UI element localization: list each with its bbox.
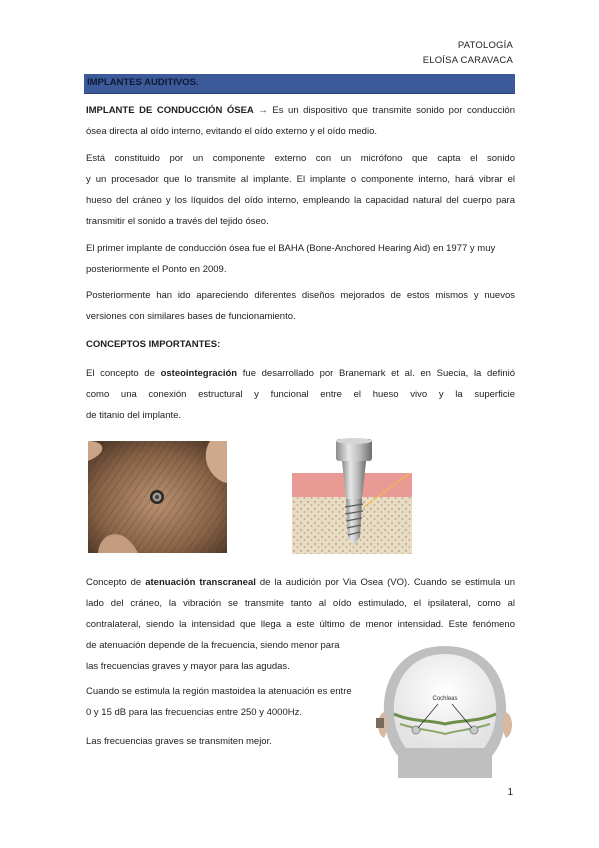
paragraph-new-designs: Posteriormente han ido apareciendo diferentes diseños mejorados de estos mismos y nuevos versiones con similares bases de funcionamiento.	[86, 290, 515, 322]
section-banner	[84, 74, 515, 94]
concepts-title: CONCEPTOS IMPORTANTES:	[86, 339, 221, 350]
paragraph-components: Está constituido por un componente externo con un micrófono que capta el sonido y un procesador que lo transmite al implante. El implante o componente interno, hará vibrar el hueso del cráneo y los líquidos del oído interno, empleando la capacidad natural del cuerpo para transmitir el sonido a través del tejido óseo.	[86, 153, 515, 227]
paragraph-transcranial: Concepto de atenuación transcraneal de la audición por Via Osea (VO). Cuando se estimula un lado del cráneo, la vibración se transmite tanto al oído estimulado, el ipsilateral, como al contralateral, siendo la intensidad que llega a este último de menor intensidad. Este fenómeno de atenuación depende de la frecuencia, siendo menor para las frecuencias graves y mayor para las agudas.	[86, 577, 516, 672]
arrow-icon: →	[258, 105, 268, 116]
bold-term-osseointegration: osteointegración	[160, 368, 238, 379]
paragraph-history: El primer implante de conducción ósea fue el BAHA (Bone-Anchored Hearing Aid) en 1977 y muy posteriormente el Ponto en 2009.	[86, 243, 496, 275]
header-subject: PATOLOGÍA	[457, 40, 513, 51]
section-title: IMPLANTES AUDITIVOS.	[87, 77, 199, 88]
paragraph-mastoid: Cuando se estimula la región mastoidea la atenuación es entre 0 y 15 dB para las frecuencias entre 250 y 4000Hz.	[86, 686, 352, 718]
paragraph-osseointegration: El concepto de osteointegración fue desarrollado por Branemark et al. en Suecia, la definió como una conexión estructural y funcional entre el hueso vivo y la superficie de titanio del implante.	[86, 368, 515, 421]
page-header	[423, 38, 513, 68]
implant-abutment-diagram	[292, 437, 412, 554]
paragraph-bone-conduction: IMPLANTE DE CONDUCCIÓN ÓSEA → Es un dispositivo que transmite sonido por conducción ósea directa al oído interno, evitando el oído externo y el oído medio.	[86, 105, 516, 137]
bold-term-bone-conduction: IMPLANTE DE CONDUCCIÓN ÓSEA	[86, 105, 254, 116]
bold-term-transcranial: atenuación transcraneal	[145, 577, 256, 588]
skull-cross-section-illustration	[372, 642, 518, 778]
skull-label-cochleas: Cochleas	[432, 696, 458, 702]
header-author: ELOÍSA CARAVACA	[422, 55, 513, 66]
page-number: 1	[507, 787, 513, 798]
paragraph-low-frequencies: Las frecuencias graves se transmiten mejor.	[86, 736, 272, 747]
scalp-implant-photo	[88, 441, 227, 553]
